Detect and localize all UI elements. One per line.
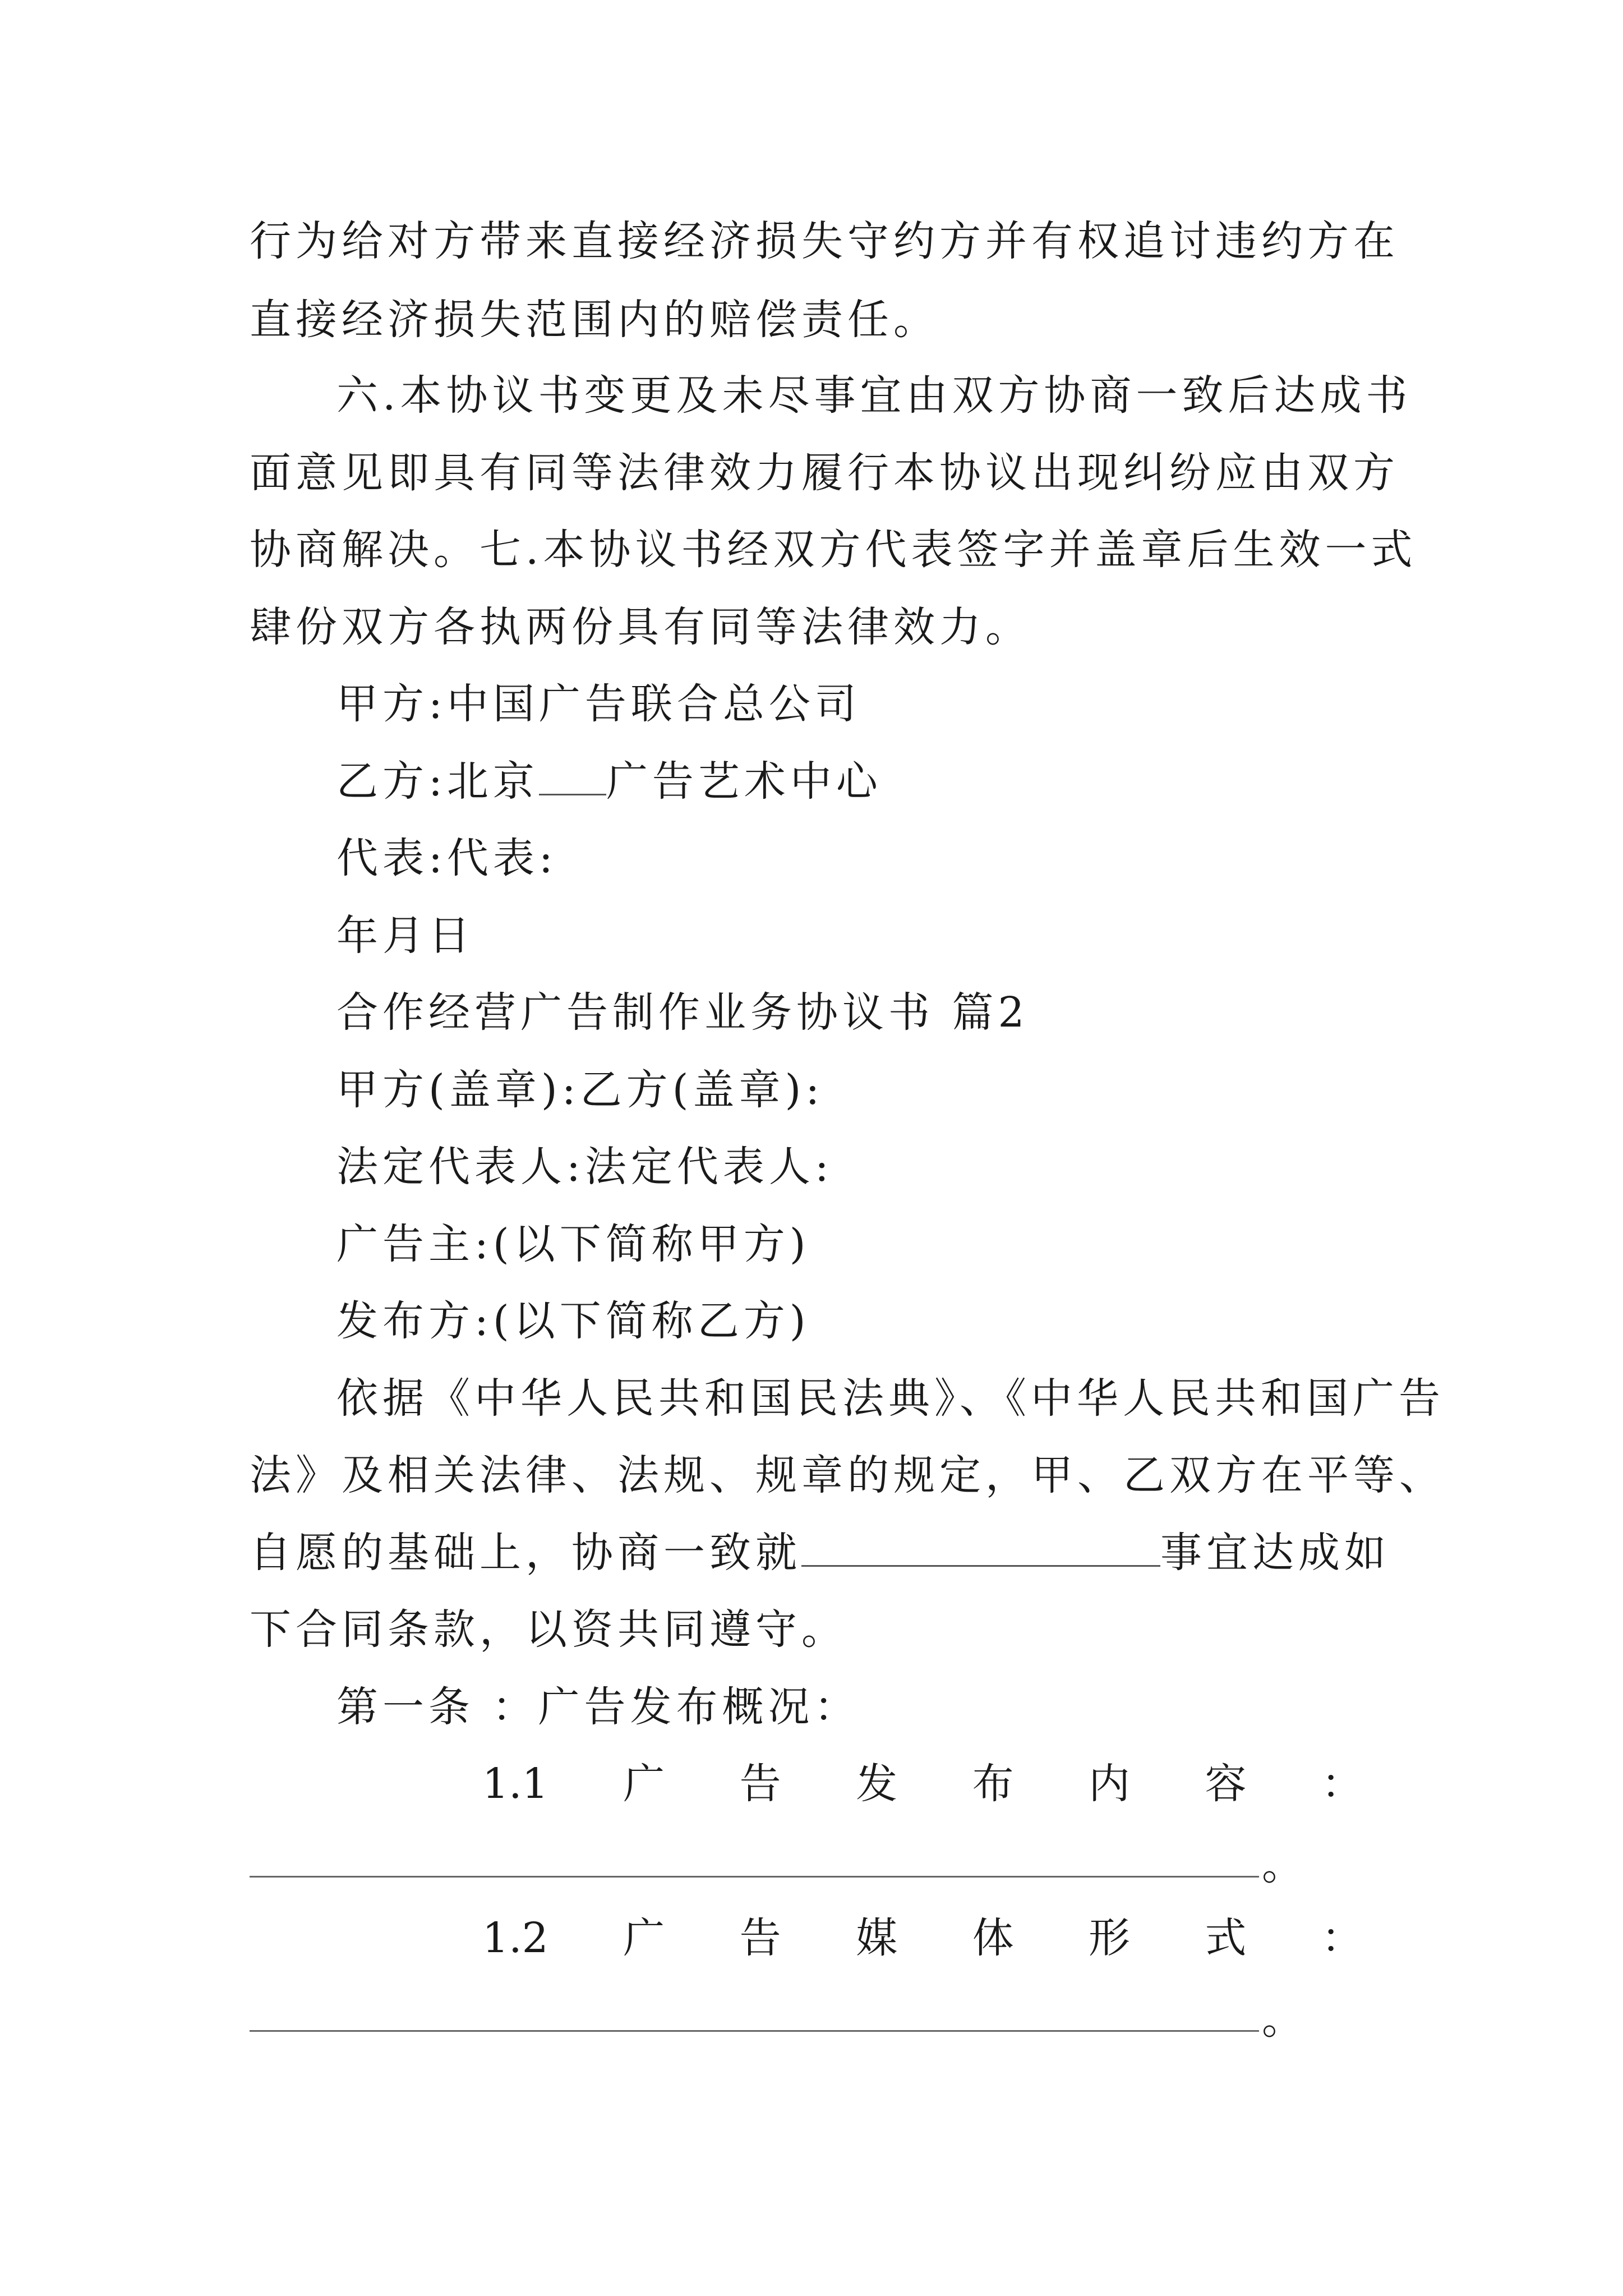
- blank-underline: [801, 1526, 1160, 1567]
- basis-line: 依据《中华人民共和国民法典》、《中华人民共和国广告: [336, 1374, 1445, 1423]
- paragraph-line: 六.本协议书变更及未尽事宜由双方协商一致后达成书: [336, 371, 1412, 420]
- item-char: 发: [856, 1760, 898, 1808]
- basis-line: 下合同条款，以资共同遵守。: [250, 1605, 847, 1654]
- item-char: 式: [1205, 1914, 1247, 1962]
- item-char: 告: [739, 1760, 781, 1808]
- paragraph-line: 肆份双方各执两份具有同等法律效力。: [250, 603, 1031, 651]
- item-char: 媒: [856, 1914, 898, 1962]
- paragraph-line: 行为给对方带来直接经济损失守约方并有权追讨违约方在: [250, 217, 1399, 265]
- item-char: 体: [972, 1914, 1014, 1962]
- item-end-mark: 。: [1262, 1995, 1303, 2044]
- item-char: 布: [972, 1760, 1014, 1808]
- blank-underline: [539, 754, 606, 795]
- party-b-prefix: 乙方:北京: [336, 757, 539, 806]
- item-colon: ：: [1321, 1760, 1363, 1808]
- date-line: 年月日: [336, 912, 474, 960]
- item-number: 1.1: [482, 1760, 548, 1808]
- basis-line: 法》及相关法律、法规、规章的规定，甲、乙双方在平等、: [250, 1451, 1445, 1499]
- paragraph-line: 协商解决。七.本协议书经双方代表签字并盖章后生效一式: [250, 526, 1417, 574]
- paragraph-line: 直接经济损失范围内的赔偿责任。: [250, 296, 939, 344]
- representatives-line: 代表:代表:: [336, 834, 557, 882]
- advertiser-line: 广告主:(以下简称甲方): [336, 1220, 810, 1268]
- item-char: 形: [1089, 1914, 1131, 1962]
- item-char: 内: [1089, 1760, 1131, 1808]
- party-b-line: [336, 753, 1394, 809]
- basis-suffix: 事宜达成如: [1160, 1529, 1390, 1577]
- item-line: [482, 1910, 1363, 1966]
- blank-underline: [250, 2028, 1259, 2032]
- seal-line: 甲方(盖章):乙方(盖章):: [336, 1066, 824, 1114]
- publisher-line: 发布方:(以下简称乙方): [336, 1297, 810, 1345]
- item-char: 容: [1205, 1760, 1247, 1808]
- party-a-line: 甲方:中国广告联合总公司: [336, 680, 861, 728]
- item-char: 广: [623, 1760, 665, 1808]
- paragraph-line: 面意见即具有同等法律效力履行本协议出现纠纷应由双方: [250, 449, 1399, 497]
- item-char: 告: [739, 1914, 781, 1962]
- item-number: 1.2: [482, 1914, 548, 1962]
- item-line: [482, 1756, 1363, 1812]
- item-colon: ：: [1321, 1914, 1363, 1962]
- article-heading: 第一条 ：广告发布概况：: [336, 1683, 860, 1731]
- legal-rep-line: 法定代表人:法定代表人:: [336, 1143, 833, 1191]
- item-end-mark: 。: [1262, 1841, 1303, 1889]
- section-title: 合作经营广告制作业务协议书 篇2: [336, 988, 1029, 1037]
- blank-underline: [250, 1874, 1259, 1878]
- basis-line: [250, 1525, 1394, 1581]
- item-char: 广: [623, 1914, 665, 1962]
- basis-prefix: 自愿的基础上，协商一致就: [250, 1529, 801, 1577]
- party-b-suffix: 广告艺术中心: [606, 757, 882, 806]
